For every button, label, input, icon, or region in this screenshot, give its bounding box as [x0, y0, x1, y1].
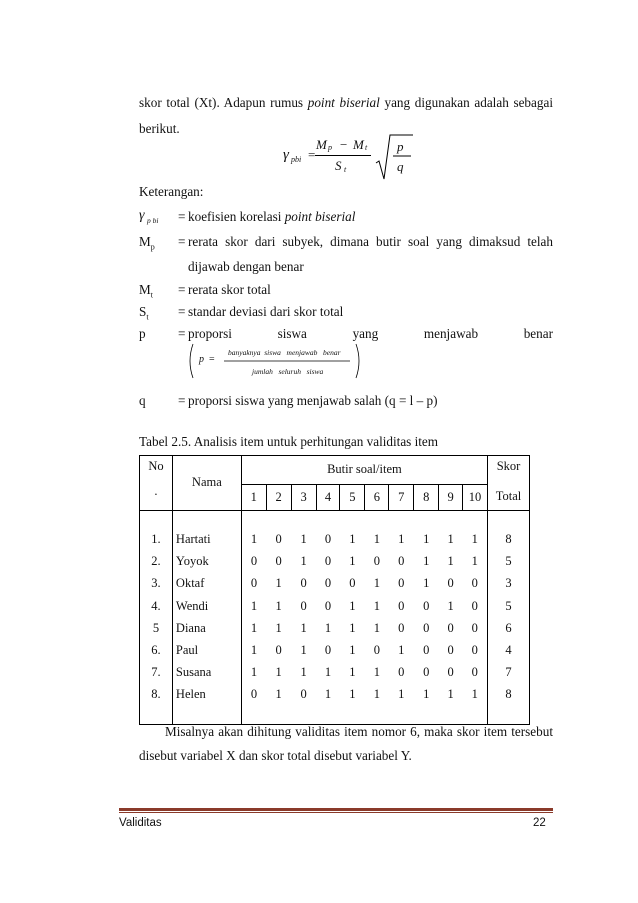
row-score: 1	[423, 576, 430, 591]
row-score: 0	[447, 643, 454, 658]
row-score: 1	[463, 529, 488, 551]
row-score: 1	[241, 639, 266, 661]
row-no: 7.	[140, 662, 173, 684]
row-score: 0	[275, 643, 282, 658]
spacer-cell	[414, 706, 439, 725]
table-row	[140, 529, 530, 551]
row-score: 1	[373, 598, 380, 613]
def-eq: =	[178, 209, 186, 224]
table-row	[140, 684, 530, 706]
spacer-cell	[365, 510, 389, 529]
p-formula-num: banyaknya siswa menjawab benar	[228, 348, 341, 357]
def-term-gamma: γ	[139, 208, 145, 223]
spacer-cell	[172, 706, 241, 725]
row-no: 5	[140, 617, 173, 639]
p-formula-eq: =	[209, 354, 215, 365]
def-eq: =	[178, 326, 186, 341]
row-total: 4	[488, 639, 530, 661]
row-score: 0	[373, 643, 380, 658]
formula-fraction-bar	[315, 155, 371, 156]
def-eq: =	[178, 304, 186, 319]
row-score: 1	[324, 665, 332, 680]
row-score: 1	[300, 532, 307, 547]
row-score: 0	[423, 620, 430, 635]
spacer-cell	[365, 706, 389, 725]
def-term-letter: M	[139, 234, 151, 249]
row-score: 1	[373, 687, 380, 702]
row-score: 1	[275, 665, 282, 680]
def-desc-st: standar deviasi dari skor total	[188, 304, 344, 319]
intro-text: skor total (Xt). Adapun rumus	[139, 95, 308, 110]
def-term-sub: t	[150, 290, 153, 300]
row-nama: Yoyok	[172, 551, 241, 573]
footer-title: Validitas	[119, 817, 162, 829]
row-score: 1	[349, 532, 356, 547]
def-eq: =	[178, 234, 186, 249]
formula-num-M2: M	[353, 137, 364, 152]
p-formula-den: jumlah seluruh siswa	[252, 367, 324, 376]
table-row	[140, 662, 530, 684]
row-score: 1	[275, 620, 282, 635]
footer-rule-thick	[119, 808, 553, 811]
spacer-cell	[414, 510, 439, 529]
sqrt-num: p	[397, 139, 404, 154]
row-score: 1	[373, 665, 380, 680]
row-nama: Hartati	[172, 529, 241, 551]
row-score: 0	[324, 643, 332, 658]
row-score: 0	[447, 665, 454, 680]
formula-equals: =	[308, 147, 316, 162]
row-score: 1	[398, 532, 405, 547]
row-score: 0	[463, 617, 488, 639]
row-total: 5	[488, 595, 530, 617]
header-item: 2	[266, 484, 291, 510]
row-score: 1	[463, 551, 488, 573]
row-score: 0	[324, 576, 332, 591]
spacer-cell	[266, 706, 291, 725]
row-score: 1	[241, 529, 266, 551]
row-no: 3.	[140, 573, 173, 595]
header-item: 3	[291, 484, 316, 510]
row-score: 1	[324, 687, 332, 702]
row-score: 0	[275, 554, 282, 569]
row-nama: Paul	[172, 639, 241, 661]
spacer-cell	[241, 706, 266, 725]
row-score: 0	[300, 687, 307, 702]
header-item: 9	[439, 484, 463, 510]
table-row	[140, 617, 530, 639]
row-score: 1	[275, 576, 282, 591]
def-desc-mp-2: dijawab dengan benar	[188, 259, 304, 274]
sqrt-den: q	[397, 159, 404, 174]
formula-den-t: t	[344, 165, 347, 174]
table-spacer	[140, 510, 530, 529]
row-score: 1	[447, 554, 454, 569]
row-score: 1	[373, 576, 380, 591]
row-score: 0	[423, 598, 430, 613]
row-score: 0	[324, 598, 332, 613]
row-nama: Oktaf	[172, 573, 241, 595]
formula-gamma-sub: pbi	[291, 155, 302, 164]
spacer-cell	[316, 510, 340, 529]
row-score: 1	[398, 687, 405, 702]
def-desc-p	[188, 326, 553, 342]
page-number: 22	[533, 817, 546, 829]
table-row	[140, 551, 530, 573]
def-term-p: p	[139, 326, 146, 341]
table-row	[140, 639, 530, 661]
header-total: Total	[488, 484, 530, 510]
closing-line-1: Misalnya akan dihitung validitas item nomor 6, maka skor item tersebut	[165, 724, 553, 739]
spacer-cell	[291, 510, 316, 529]
row-score: 1	[373, 620, 380, 635]
spacer-cell	[488, 706, 530, 725]
row-total: 6	[488, 617, 530, 639]
spacer-cell	[463, 706, 488, 725]
def-term-gamma-sub: p bi	[147, 216, 159, 225]
row-score: 0	[300, 576, 307, 591]
header-nama: Nama	[172, 456, 241, 511]
def-eq: =	[178, 393, 186, 408]
footer-rule-thin	[119, 812, 553, 813]
intro-italic: point biserial	[307, 95, 380, 110]
row-score: 1	[447, 532, 454, 547]
row-score: 1	[241, 595, 266, 617]
row-score: 1	[349, 643, 356, 658]
spacer-cell	[439, 706, 463, 725]
validity-table	[139, 455, 530, 725]
row-score: 1	[349, 620, 356, 635]
row-score: 0	[300, 598, 307, 613]
def-desc-mt: rerata skor total	[188, 282, 271, 297]
row-nama: Susana	[172, 662, 241, 684]
row-total: 8	[488, 529, 530, 551]
row-score: 0	[447, 620, 454, 635]
def-word: proporsi	[188, 326, 232, 341]
row-total: 5	[488, 551, 530, 573]
row-score: 0	[241, 551, 266, 573]
row-score: 0	[275, 532, 282, 547]
intro-line-1	[139, 95, 553, 111]
row-score: 0	[463, 662, 488, 684]
header-item: 10	[463, 484, 488, 510]
row-score: 0	[423, 665, 430, 680]
row-score: 1	[300, 554, 307, 569]
row-score: 1	[300, 620, 307, 635]
spacer-cell	[389, 510, 414, 529]
header-no: No	[140, 456, 173, 485]
row-score: 1	[349, 687, 356, 702]
row-score: 0	[324, 554, 332, 569]
row-no: 8.	[140, 684, 173, 706]
row-score: 0	[423, 643, 430, 658]
intro-line-2: berikut.	[139, 121, 180, 136]
header-no-dot: .	[140, 484, 173, 510]
formula-gamma: γ	[283, 147, 289, 163]
row-score: 1	[349, 598, 356, 613]
row-score: 0	[398, 665, 405, 680]
spacer-cell	[266, 510, 291, 529]
formula-den-S: S	[335, 158, 342, 173]
row-score: 1	[349, 665, 356, 680]
row-total: 3	[488, 573, 530, 595]
row-no: 1.	[140, 529, 173, 551]
row-score: 1	[447, 687, 454, 702]
spacer-cell	[140, 706, 173, 725]
row-score: 0	[398, 576, 405, 591]
table-header-row-1	[140, 456, 530, 485]
row-score: 0	[463, 595, 488, 617]
def-word: yang	[352, 326, 379, 341]
table-body	[140, 510, 530, 725]
def-term-letter: M	[139, 282, 151, 297]
spacer-cell	[340, 510, 365, 529]
row-score: 0	[349, 576, 356, 591]
row-score: 1	[241, 662, 266, 684]
row-score: 0	[373, 554, 380, 569]
row-score: 1	[324, 620, 332, 635]
formula-num-p: p	[328, 143, 332, 152]
row-score: 0	[398, 620, 405, 635]
formula-num-M: M	[316, 137, 327, 152]
intro-text-end: yang digunakan adalah sebagai	[379, 95, 553, 110]
def-word: benar	[523, 326, 553, 341]
row-score: 0	[463, 573, 488, 595]
def-term-letter: S	[139, 304, 147, 319]
row-nama: Helen	[172, 684, 241, 706]
def-desc-mp: rerata skor dari subyek, dimana butir soal yang dimaksud telah	[188, 234, 553, 249]
def-desc-text: koefisien korelasi	[188, 209, 285, 224]
spacer-cell	[291, 706, 316, 725]
table-row	[140, 573, 530, 595]
row-score: 1	[349, 554, 356, 569]
p-formula	[186, 341, 364, 381]
row-score: 0	[463, 639, 488, 661]
row-total: 8	[488, 684, 530, 706]
header-item: 1	[241, 484, 266, 510]
row-score: 0	[241, 573, 266, 595]
row-score: 0	[398, 598, 405, 613]
row-score: 1	[300, 665, 307, 680]
def-desc-q: proporsi siswa yang menjawab salah (q = l – p)	[188, 393, 438, 408]
point-biserial-formula	[283, 133, 413, 183]
spacer-cell	[172, 510, 241, 529]
row-score: 1	[447, 598, 454, 613]
row-score: 1	[373, 532, 380, 547]
def-desc-italic: point biserial	[284, 209, 356, 224]
spacer-cell	[463, 510, 488, 529]
row-score: 1	[423, 687, 430, 702]
row-score: 1	[241, 617, 266, 639]
row-score: 0	[324, 532, 332, 547]
spacer-cell	[340, 706, 365, 725]
closing-line-2: disebut variabel X dan skor total disebut variabel Y.	[139, 748, 412, 763]
keterangan-heading: Keterangan:	[139, 184, 204, 199]
row-no: 4.	[140, 595, 173, 617]
def-desc-gamma	[188, 209, 355, 225]
def-term-mp	[139, 234, 155, 252]
row-no: 6.	[140, 639, 173, 661]
row-score: 1	[300, 643, 307, 658]
spacer-cell	[316, 706, 340, 725]
row-score: 1	[275, 687, 282, 702]
header-item: 8	[414, 484, 439, 510]
table-row	[140, 595, 530, 617]
row-total: 7	[488, 662, 530, 684]
header-butir: Butir soal/item	[241, 456, 487, 485]
row-score: 0	[398, 554, 405, 569]
header-item: 7	[389, 484, 414, 510]
row-score: 1	[423, 554, 430, 569]
def-term-q: q	[139, 393, 146, 408]
def-word: menjawab	[423, 326, 479, 341]
spacer-cell	[439, 510, 463, 529]
row-score: 1	[463, 684, 488, 706]
p-formula-lhs: p	[199, 354, 204, 365]
row-score: 1	[275, 598, 282, 613]
row-score: 0	[447, 576, 454, 591]
def-term-mt	[139, 282, 153, 300]
sqrt-sign	[375, 133, 415, 183]
def-term-sub: t	[146, 312, 149, 322]
def-eq: =	[178, 282, 186, 297]
table-spacer	[140, 706, 530, 725]
header-skor: Skor	[488, 456, 530, 485]
row-score: 1	[398, 643, 405, 658]
header-item: 6	[365, 484, 389, 510]
row-nama: Wendi	[172, 595, 241, 617]
row-score: 0	[241, 684, 266, 706]
def-word: siswa	[277, 326, 307, 341]
spacer-cell	[140, 510, 173, 529]
spacer-cell	[488, 510, 530, 529]
spacer-cell	[241, 510, 266, 529]
formula-num-t: t	[365, 143, 368, 152]
formula-minus: −	[340, 137, 348, 152]
def-term-st	[139, 304, 149, 322]
header-item: 5	[340, 484, 365, 510]
header-item: 4	[316, 484, 340, 510]
def-term-sub: p	[150, 242, 155, 252]
row-no: 2.	[140, 551, 173, 573]
row-score: 1	[423, 532, 430, 547]
table-caption: Tabel 2.5. Analisis item untuk perhitungan validitas item	[139, 434, 439, 449]
row-nama: Diana	[172, 617, 241, 639]
spacer-cell	[389, 706, 414, 725]
